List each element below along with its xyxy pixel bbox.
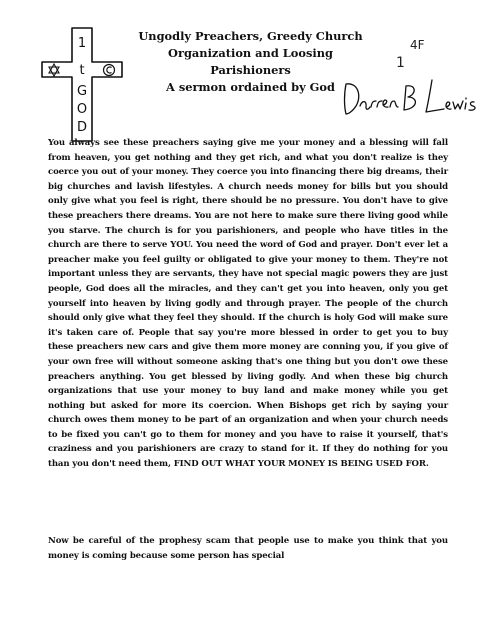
cross-letter: G bbox=[76, 84, 88, 99]
cross-logo-icon bbox=[37, 25, 127, 145]
letter-c-in-circle-icon bbox=[104, 65, 115, 76]
sermon-body bbox=[48, 136, 448, 486]
title-line: Parishioners bbox=[210, 63, 291, 77]
title-line: Organization and Loosing bbox=[168, 46, 333, 60]
cross-letter: 1 bbox=[77, 36, 87, 51]
cross-letter: O bbox=[76, 102, 88, 117]
cross-letter: t bbox=[79, 63, 85, 78]
sermon-body-continued bbox=[48, 534, 448, 563]
paragraph-emphasis: FIND OUT WHAT YOUR MONEY IS BEING USED FOR. bbox=[173, 459, 429, 470]
title-line: Ungodly Preachers, Greedy Church bbox=[138, 29, 363, 43]
body-paragraph bbox=[48, 136, 448, 472]
page-number: 1 bbox=[396, 55, 405, 71]
sermon-title bbox=[128, 28, 373, 96]
star-of-david-icon bbox=[49, 64, 59, 76]
page-code: 4F bbox=[410, 38, 425, 52]
paragraph-text: You always see these preachers saying give me your money and a blessing will fall from heaven, you get nothing and they get rich, and what you don't realize is they coerce you out of your money. They coerce you into financing there big dreams, their big churches and lavish lifestyles. A church needs money for bills but you should only give what you feel is right, there should be no pressure. You don't have to give these preachers there dreams. You are not here to make sure there living good while you starve. The church is for you parishioners, and people who have titles in the church are there to serve YOU. You need the word of God and prayer. Don't ever let a preacher make you feel guilty or obligated to give your money to them. They're not important unless they are servants, they have not special magic powers they are just people, God does all the miracles, and they can't get you into heaven, only you get yourself into heaven by living godly and through prayer. The people of the church should only give what they feel they should. If the church is holy God will make sure it's taken care of. People that say you're more blessed in order to get you to buy these preachers new cars and give them more money are conning you, if you give of your own free will without someone asking that's one thing but you don't owe these preachers anything. You get blessed by living godly. And when these big church organizations that use your money to buy land and make money while you get nothing but asked for more its coercion. When Bishops get rich by saying your church owes them money to be part of an organization and when your church needs to be fixed you can't go to them for money and you have to raise it yourself, that's craziness and you parishioners are crazy to stand for it. If they do nothing for you than you don't need them, bbox=[48, 138, 448, 470]
handwritten-signature bbox=[340, 74, 480, 120]
cross-letter: D bbox=[76, 120, 88, 135]
body-paragraph: Now be careful of the prophesy scam that people use to make you think that you money is coming because some person has special bbox=[48, 536, 448, 561]
title-line: A sermon ordained by God bbox=[166, 80, 335, 94]
